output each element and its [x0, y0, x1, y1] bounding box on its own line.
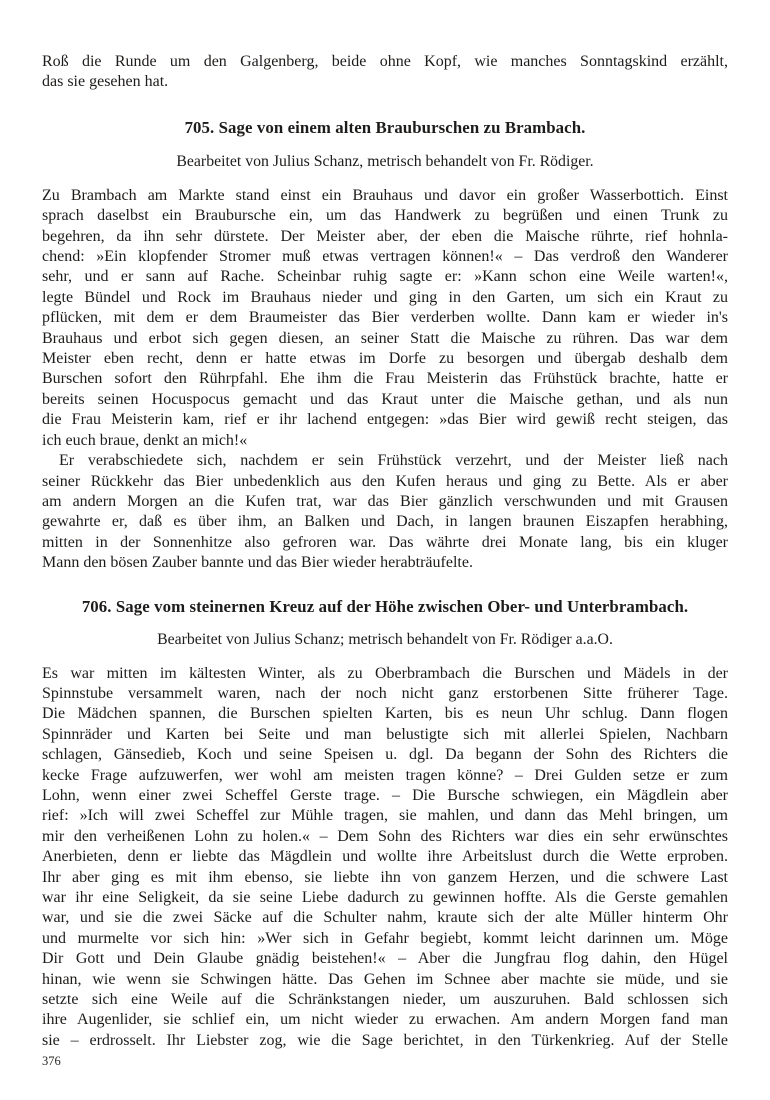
text-line: Zu Brambach am Markte stand einst ein Brauhaus und davor ein großer Wasserbottich. Einst: [42, 186, 728, 204]
text-line: die Frau Meisterin kam, rief er ihr lachend entgegen: »das Bier wird gewiß recht steigen, das: [42, 411, 728, 429]
text-line: begehren, da ihn sehr dürstete. Der Meister aber, der eben die Maische rührte, rief hohnla-: [42, 227, 728, 245]
text-line: Spinnstube versammelt waren, nach der noch nicht ganz erstorbenen Sitte früherer Tage.: [42, 684, 728, 702]
text-line: und murmelte vor sich hin: »Wer sich in Gefahr begiebt, kommt leicht darinnen um. Möge: [42, 929, 728, 947]
text-line: hinan, wie wenn sie Schwingen hätte. Das Gehen im Schnee aber machte sie müde, und sie: [42, 970, 728, 988]
text-line: Ihr aber ging es mit ihm ebenso, sie liebte ihn von ganzem Herzen, und die schwere Last: [42, 868, 728, 886]
text-column: [42, 52, 728, 1051]
text-line: Lohn, wenn einer zwei Scheffel Gerste trage. – Die Bursche schwiegen, ein Mägdlein aber: [42, 786, 728, 804]
text-line: Spinnräder und Karten bei Seite und man belustigte sich mit allerlei Spielen, Nachbarn: [42, 725, 728, 743]
text-line: Er verabschiedete sich, nachdem er sein Frühstück verzehrt, und der Meister ließ nach: [59, 452, 728, 470]
text-line: ihre Augenlider, sie schlief ein, um nicht wieder zu erwachen. Am andern Morgen fand man: [42, 1011, 728, 1029]
text-line: ich euch braue, denkt an mich!«: [42, 431, 248, 449]
text-line: rief: »Ich will zwei Scheffel zur Mühle tragen, sie mahlen, und dann das Mehl bringen, um: [42, 807, 728, 825]
text-line: Brauhaus und erbot sich gegen diesen, an seiner Statt die Maische zu rühren. Das war dem: [42, 329, 728, 347]
text-line: Es war mitten im kältesten Winter, als zu Oberbrambach die Burschen und Mädels in der: [42, 664, 728, 682]
text-line: Die Mädchen spannen, die Burschen spielten Karten, bis es neun Uhr schlug. Dann flogen: [42, 705, 728, 723]
text-line: kecke Frage aufzuwerfen, wer wohl am meisten tragen könne? – Drei Gulden setze er zum: [42, 766, 728, 784]
section-byline: Bearbeitet von Julius Schanz, metrisch behandelt von Fr. Rödiger.: [176, 152, 594, 170]
text-line: mir den verheißenen Lohn zu holen.« – Dem Sohn des Richters war dies ein sehr erwünschtes: [42, 827, 728, 845]
paragraph-continuation: [42, 52, 728, 93]
text-line: sprach daselbst ein Braubursche ein, um das Handwerk zu begrüßen und einen Trunk zu: [42, 207, 728, 225]
text-line: Anerbieten, denn er liebte das Mägdlein und wollte ihre Arbeitslust durch die Wette erproben.: [42, 848, 728, 866]
section-heading: 706. Sage vom steinernen Kreuz auf der Höhe zwischen Ober- und Unterbrambach.: [81, 596, 689, 616]
text-line: mitten in der Sonnenhitze also gefroren war. Das währte drei Monate lang, bis ein kluger: [42, 533, 728, 551]
text-line: sie – erdrosselt. Ihr Liebster zog, wie die Sage berichtet, in den Türkenkrieg. Auf der Stelle: [42, 1031, 728, 1049]
text-line: am andern Morgen an die Kufen trat, war das Bier gänzlich verschwunden und mit Grausen: [42, 492, 728, 510]
text-line: chend: »Ein klopfender Stromer muß etwas vertragen können!« – Das verdroß den Wanderer: [42, 248, 728, 266]
page-number: 376: [42, 1054, 61, 1068]
section-heading: 705. Sage von einem alten Brauburschen zu Brambach.: [184, 117, 586, 137]
text-line: Burschen sofort den Rührpfahl. Ehe ihm die Frau Meisterin das Frühstück brachte, hatte er: [42, 370, 728, 388]
story-paragraph: [42, 451, 728, 573]
section-byline: Bearbeitet von Julius Schanz; metrisch behandelt von Fr. Rödiger a.a.O.: [157, 630, 613, 648]
text-line: pflücken, mit dem er dem Braumeister das Bier verderben wollte. Dann kam er wieder in's: [42, 309, 728, 327]
text-line: Roß die Runde um den Galgenberg, beide ohne Kopf, wie manches Sonntagskind erzählt,: [42, 53, 728, 70]
text-line: legte Bündel und Rock im Brauhaus nieder und ging in den Garten, um sich ein Kraut zu: [42, 288, 728, 306]
text-line: sehr, und er sann auf Rache. Scheinbar ruhig sagte er: »Kann schon eine Weile warten!«,: [42, 268, 728, 286]
text-line: das sie gesehen hat.: [42, 73, 169, 91]
text-line: seiner Rückkehr das Bier unbedenklich aus den Kufen heraus und ging zu Bette. Als er aber: [42, 472, 728, 490]
text-line: bereits seinen Hocuspocus gemacht und das Kraut unter die Maische gethan, und als nun: [42, 390, 728, 408]
text-line: gewahrte er, daß es über ihm, an Balken und Dach, in langen braunen Eiszapfen herabhing,: [42, 513, 728, 531]
text-line: Mann den bösen Zauber bannte und das Bier wieder herabträufelte.: [42, 554, 473, 572]
text-line: setzte sich eine Weile auf die Schränkstangen nieder, um auszuruhen. Bald schlossen sich: [42, 991, 728, 1009]
text-line: schlagen, Gänsedieb, Koch und seine Speisen u. dgl. Da begann der Sohn des Richters die: [42, 746, 728, 764]
story-paragraph: [42, 186, 728, 451]
text-line: war, und sie die zwei Säcke auf die Schulter nahm, kraute sich der alte Müller hinterm Ohr: [42, 909, 728, 927]
text-line: Meister eben recht, denn er hatte etwas im Dorfe zu besorgen und übergab deshalb dem: [42, 350, 728, 368]
text-line: war ihr eine Seligkeit, da sie seine Liebe dadurch zu gewinnen hoffte. Als die Gerste gemahlen: [42, 889, 728, 906]
story-paragraph: [42, 664, 728, 1052]
text-line: Dir Gott und Dein Glaube gnädig beistehen!« – Aber die Jungfrau flog dahin, den Hügel: [42, 950, 728, 968]
